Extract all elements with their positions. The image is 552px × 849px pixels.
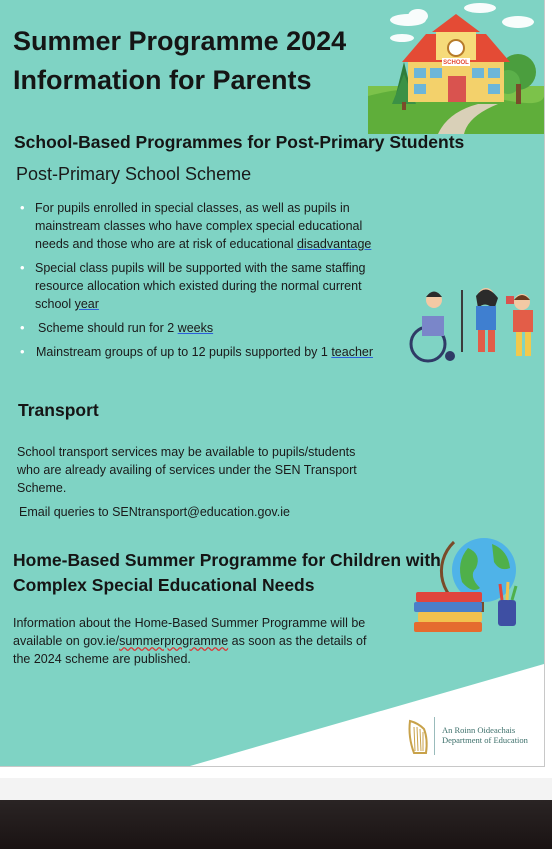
children-illustration — [408, 282, 544, 364]
section-heading-school-based: School-Based Programmes for Post-Primary Students — [14, 132, 465, 152]
underlined-word: disadvantage — [296, 237, 372, 251]
bullet-eligibility: • For pupils enrolled in special classes, as well as pupils in mainstream classes who have complex special educational needs and those who are at risk of educational disadvantage — [18, 199, 388, 253]
home-heading-line-1: Home-Based Summer Programme for Children with — [13, 550, 441, 570]
school-sign-text: SCHOOL — [443, 60, 469, 66]
bullet-staffing: • Special class pupils will be supported with the same staffing resource allocation which existed during the normal current school year — [18, 259, 388, 313]
home-heading-line-2: Complex Special Educational Needs — [13, 575, 315, 595]
department-of-education-logo — [404, 715, 536, 759]
harp-icon — [406, 719, 430, 755]
title-line-1: Summer Programme 2024 — [13, 26, 347, 56]
home-based-paragraph: Information about the Home-Based Summer Programme will be available on gov.ie/summerprogramme as soon as the details of the 2024 scheme are published. — [13, 616, 367, 666]
flyer-title — [13, 22, 373, 100]
viewer-background-strip — [0, 778, 552, 800]
transport-paragraph: School transport services may be available to pupils/students who are already availing of services under the SEN Transport Scheme. — [17, 445, 357, 495]
scheme-bullet-list — [18, 199, 388, 361]
title-line-2: Information for Parents — [13, 65, 312, 95]
section-heading-transport: Transport — [18, 400, 99, 420]
department-name — [442, 725, 528, 745]
globe-books-illustration — [412, 532, 524, 636]
underlined-word: year — [74, 297, 99, 311]
section-heading-home-based — [13, 548, 453, 598]
bullet-duration: • Scheme should run for 2 weeks — [18, 319, 388, 337]
bullet-mainstream-groups: • Mainstream groups of up to 12 pupils supported by 1 teacher — [18, 343, 388, 361]
department-name-irish: An Roinn Oideachais — [442, 725, 516, 735]
school-building-illustration — [368, 0, 544, 134]
underlined-word: teacher — [331, 345, 374, 359]
underlined-word: weeks — [177, 321, 214, 335]
summerprogramme-link-text: summerprogramme — [119, 634, 229, 648]
dark-background-strip — [0, 800, 552, 849]
department-name-english: Department of Education — [442, 735, 528, 745]
transport-email-line: Email queries to SENtransport@education.gov.ie — [19, 505, 290, 519]
logo-divider — [434, 717, 435, 755]
section-subheading-scheme: Post-Primary School Scheme — [16, 164, 252, 184]
